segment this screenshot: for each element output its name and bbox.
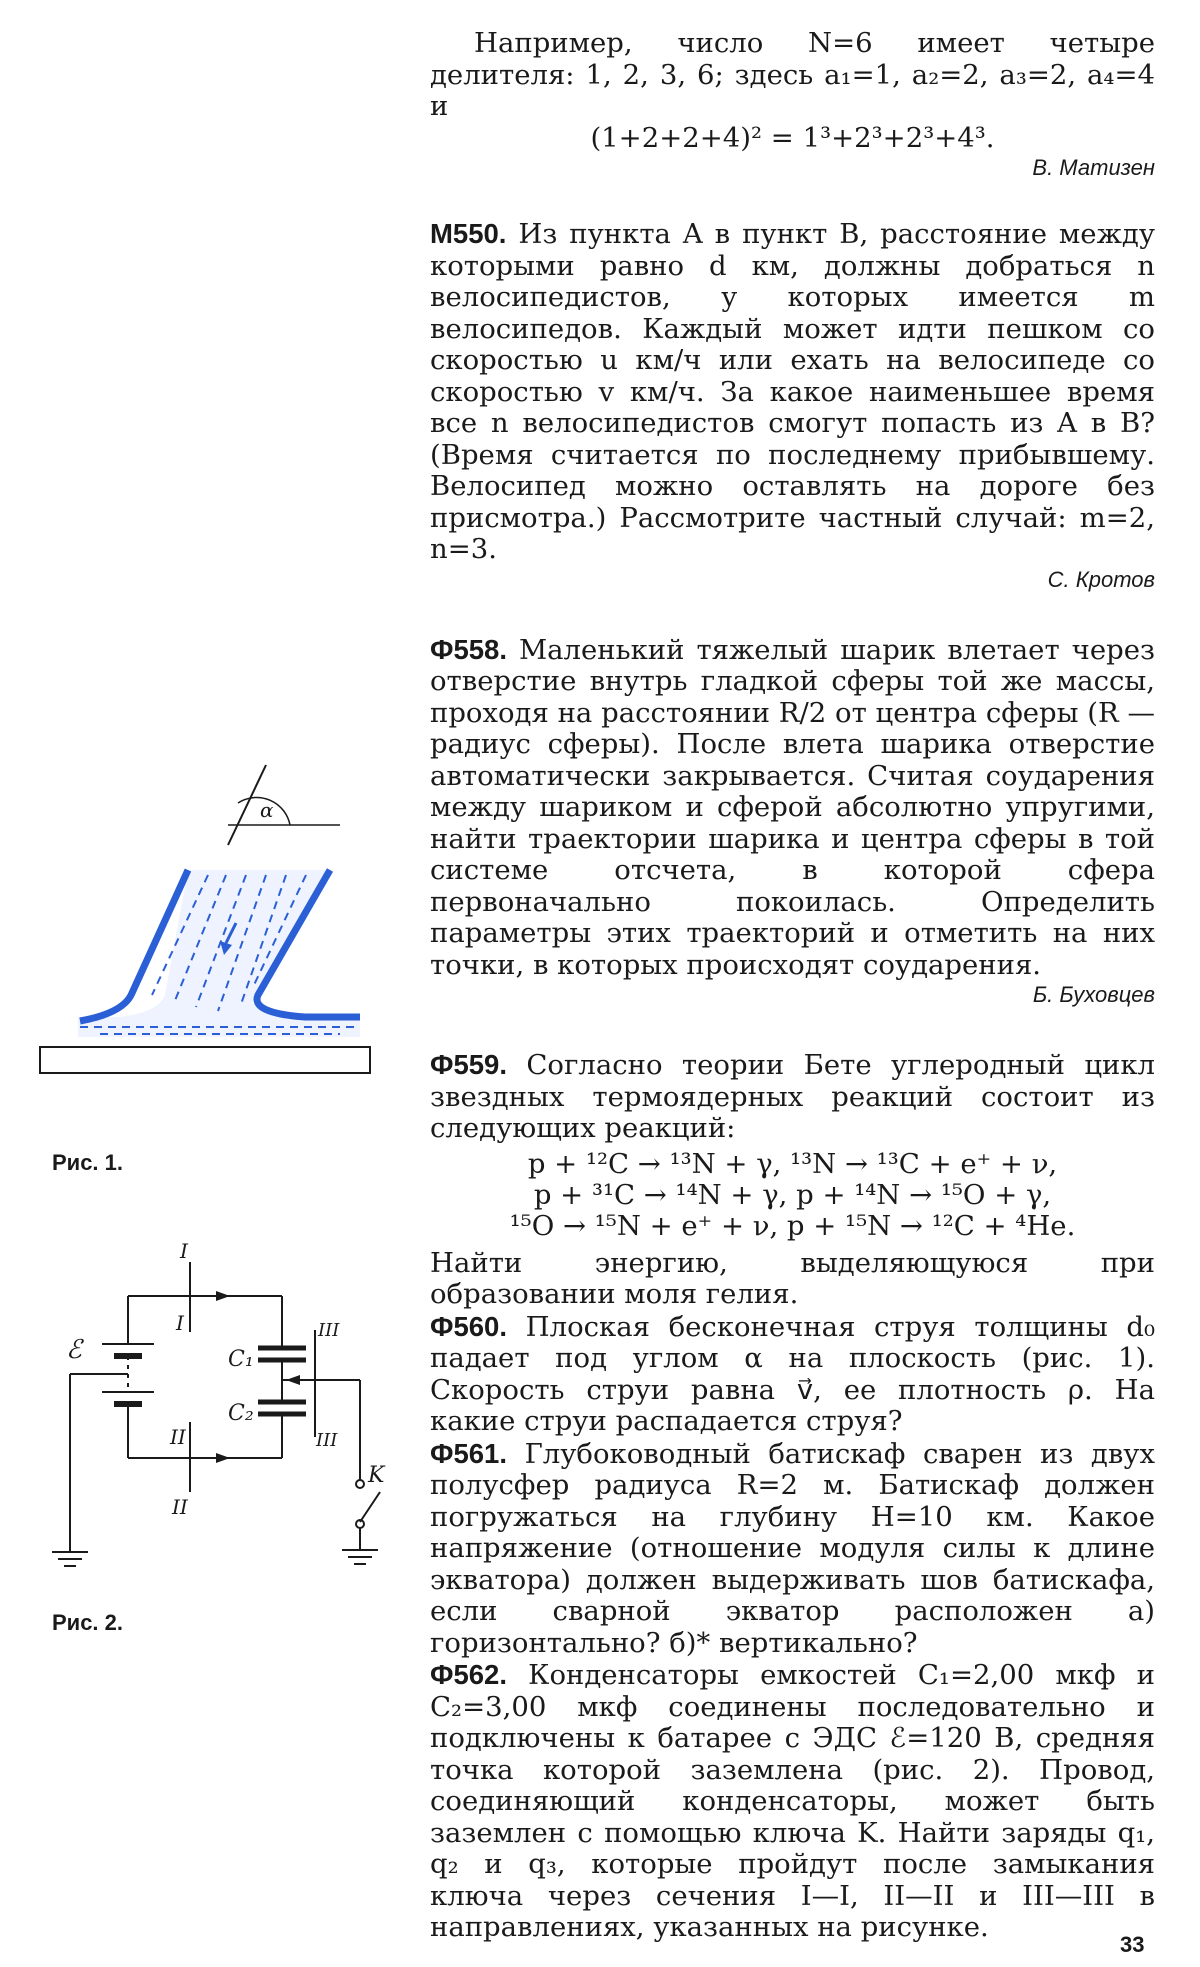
figure-2-caption: Рис. 2. bbox=[52, 1610, 124, 1635]
problem-text: Из пункта A в пункт B, расстояние между которыми равно d км, должны добраться n велосипедистов, у которых имеется m велосипедов. Каждый может идти пешком со скоростью u км/ч или ехать на велосипеде со скоростью v км/ч. За какое наименьшее время все n велосипедистов смогут попасть из A в B? (Время считается по последнему прибывшему. Велосипед можно оставлять на дороге без присмотра.) Рассмотрите частный случай: m=2, n=3. bbox=[430, 218, 1155, 565]
c1-label: C₁ bbox=[228, 1347, 254, 1372]
problem-label: Ф559. bbox=[430, 1049, 507, 1080]
text-column bbox=[430, 28, 1155, 1944]
key-label: K bbox=[368, 1463, 385, 1488]
problem-label: Ф558. bbox=[430, 633, 507, 665]
reaction-line: p + ³¹C → ¹⁴N + γ, p + ¹⁴N → ¹⁵O + γ, bbox=[533, 1178, 1052, 1211]
example-text: Например, число N=6 имеет четыре делителя: 1, 2, 3, 6; здесь a₁=1, a₂=2, a₃=2, a₄=4 и bbox=[430, 27, 1155, 122]
problem-f561 bbox=[430, 1438, 1155, 1660]
problem-f559 bbox=[430, 1049, 1155, 1145]
author-krotov: С. Кротов bbox=[1047, 566, 1155, 592]
problem-text: Плоская бесконечная струя толщины d₀ падает под углом α на плоскость (рис. 1). Скорость струи равна v⃗, ее плотность ρ. На какие струи распадается струя? bbox=[430, 1310, 1155, 1437]
angle-label: α bbox=[260, 798, 274, 822]
author-matizen: В. Матизен bbox=[1032, 155, 1155, 180]
problem-m550 bbox=[430, 218, 1155, 566]
problem-label: Ф561. bbox=[430, 1437, 507, 1469]
section-I-top: I bbox=[180, 1239, 188, 1263]
example-formula: (1+2+2+4)² = 1³+2³+2³+4³. bbox=[590, 121, 995, 154]
problem-text: Согласно теории Бете углеродный цикл звездных термоядерных реакций состоит из следующих реакций: bbox=[430, 1049, 1155, 1144]
author-bukhovtsev: Б. Буховцев bbox=[1032, 982, 1155, 1007]
figure-1-caption: Рис. 1. bbox=[52, 1150, 124, 1175]
figure-1-jet bbox=[40, 745, 370, 1075]
c2-label: C₂ bbox=[228, 1401, 254, 1426]
section-I-bottom: I bbox=[176, 1311, 184, 1335]
problem-text: Маленький тяжелый шарик влетает через отверстие внутрь гладкой сферы той же массы, проходя на расстоянии R/2 от центра сферы (R — радиус сферы). После влета шарика отверстие автоматически закрывается. Считая соударения между шариком и сферой абсолютно упругими, найти траектории шарика и центра сферы в той системе отсчета, в которой сфера первоначально покоилась. Определить параметры этих траекторий и отметить на них точки, в которых происходят соударения. bbox=[430, 633, 1155, 981]
problem-label: М550. bbox=[430, 218, 507, 249]
emf-label: ℰ bbox=[66, 1335, 82, 1365]
section-III-bottom: III bbox=[316, 1430, 338, 1451]
problem-f560 bbox=[430, 1311, 1155, 1438]
problem-text: Конденсаторы емкостей C₁=2,00 мкф и C₂=3,00 мкф соединены последовательно и подключены к батарее с ЭДС ℰ=120 В, средняя точка которой заземлена (рис. 2). Провод, соединяющий конденсаторы, может быть заземлен с помощью ключа K. Найти заряды q₁, q₂ и q₃, которые пройдут после замыкания ключа через сечения I—I, II—II и III—III в направлениях, указанных на рисунке. bbox=[430, 1659, 1155, 1943]
problem-f562 bbox=[430, 1659, 1155, 1944]
section-II-top: II bbox=[170, 1425, 186, 1449]
problem-text: Глубоководный батискаф сварен из двух полусфер радиуса R=2 м. Батискаф должен погружаться на глубину H=10 км. Какое напряжение (отношение модуля силы к длине экватора) должен выдерживать шов батискафа, если сварной экватор расположен а) горизонтально? б)* вертикально? bbox=[430, 1437, 1155, 1659]
problem-label: Ф560. bbox=[430, 1310, 507, 1342]
problem-label: Ф562. bbox=[430, 1659, 507, 1690]
problem-f559-question: Найти энергию, выделяющуюся при образовании моля гелия. bbox=[430, 1246, 1155, 1310]
problem-f558 bbox=[430, 634, 1155, 982]
section-III-top: III bbox=[318, 1320, 340, 1341]
page-number: 33 bbox=[1120, 1932, 1145, 1957]
figure-2-circuit bbox=[40, 1232, 385, 1572]
reaction-list bbox=[430, 1149, 1155, 1242]
reaction-line: p + ¹²C → ¹³N + γ, ¹³N → ¹³C + e⁺ + ν, bbox=[527, 1147, 1058, 1180]
section-II-bottom: II bbox=[172, 1495, 188, 1519]
reaction-line: ¹⁵O → ¹⁵N + e⁺ + ν, p + ¹⁵N → ¹²C + ⁴He. bbox=[509, 1209, 1076, 1242]
